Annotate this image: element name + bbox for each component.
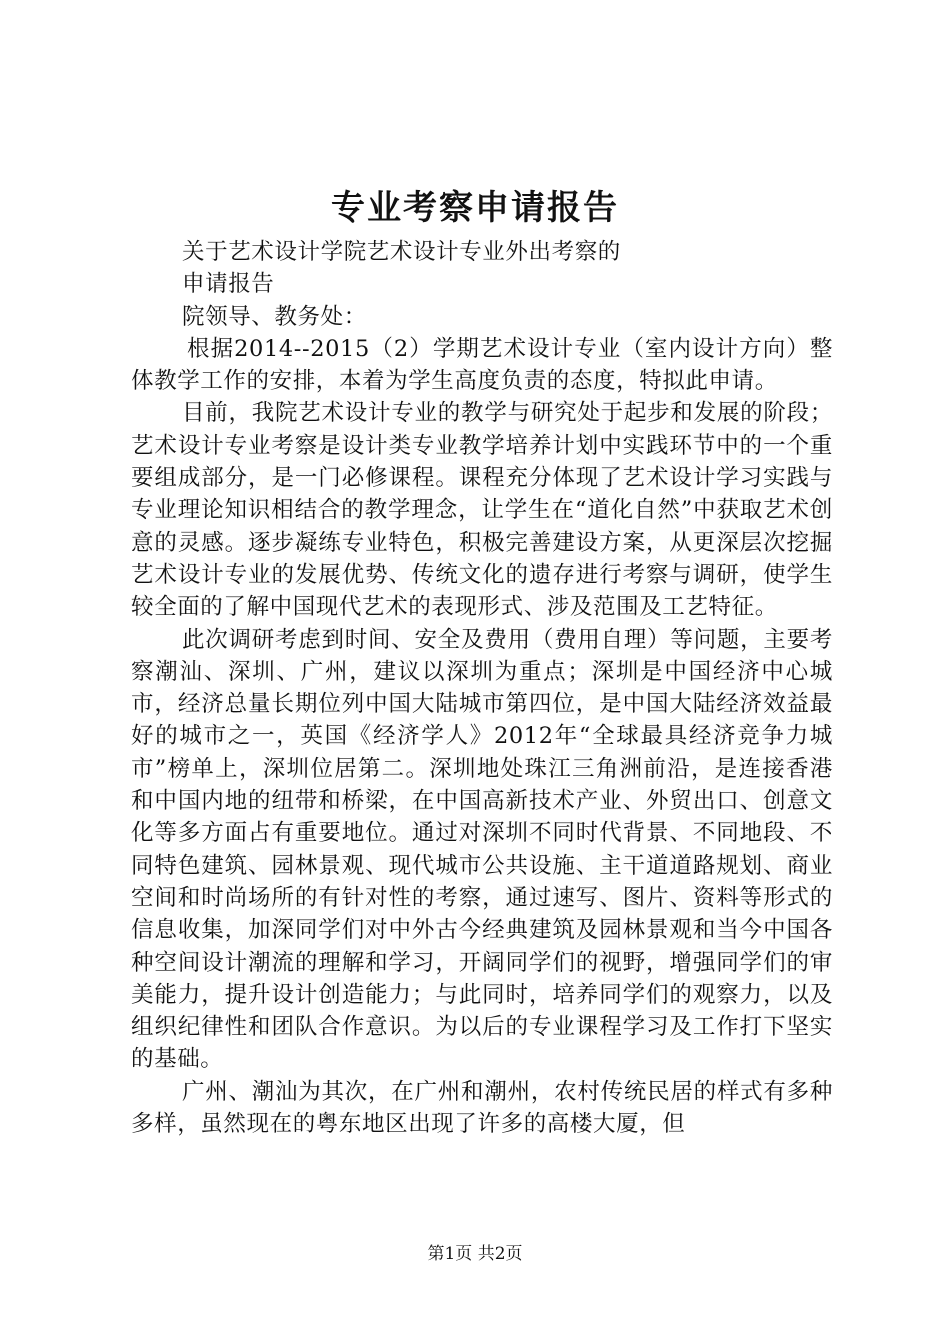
paragraph-1: 根据2014--2015（2）学期艺术设计专业（室内设计方向）整体教学工作的安排，本着为学生高度负责的态度，特拟此申请。	[131, 335, 833, 395]
salutation: 院领导、教务处：	[182, 303, 367, 330]
paragraph-2: 目前，我院艺术设计专业的教学与研究处于起步和发展的阶段；艺术设计专业考察是设计类专业教学培养计划中实践环节中的一个重要组成部分，是一门必修课程。课程充分体现了艺术设计学习实践与专业理论知识相结合的教学理念，让学生在“道化自然”中获取艺术创意的灵感。逐步凝练专业特色，积极完善建设方案，从更深层次挖掘艺术设计专业的发展优势、传统文化的遗存进行考察与调研，使学生较全面的了解中国现代艺术的表现形式、涉及范围及工艺特征。	[131, 400, 833, 621]
paragraph-4: 广州、潮汕为其次，在广州和潮州，农村传统民居的样式有多种多样，虽然现在的粤东地区出现了许多的高楼大厦，但	[131, 1078, 833, 1138]
paragraph-3: 此次调研考虑到时间、安全及费用（费用自理）等问题，主要考察潮汕、深圳、广州，建议以深圳为重点；深圳是中国经济中心城市，经济总量长期位列中国大陆城市第四位，是中国大陆经济效益最好的城市之一，英国《经济学人》2012年“全球最具经济竞争力城市”榜单上，深圳位居第二。深圳地处珠江三角洲前沿，是连接香港和中国内地的纽带和桥梁，在中国高新技术产业、外贸出口、创意文化等多方面占有重要地位。通过对深圳不同时代背景、不同地段、不同特色建筑、园林景观、现代城市公共设施、主干道道路规划、商业空间和时尚场所的有针对性的考察，通过速写、图片、资料等形式的信息收集，加深同学们对中外古今经典建筑及园林景观和当今中国各种空间设计潮流的理解和学习，开阔同学们的视野，增强同学们的审美能力，提升设计创造能力；与此同时，培养同学们的观察力，以及组织纪律性和团队合作意识。为以后的专业课程学习及工作打下坚实的基础。	[131, 626, 833, 1073]
subtitle-line-2: 申请报告	[182, 271, 275, 298]
subtitle-line-1: 关于艺术设计学院艺术设计专业外出考察的	[182, 239, 621, 265]
document-title: 专业考察申请报告	[331, 188, 619, 228]
page-footer: 第1页 共2页	[427, 1244, 523, 1264]
document-body	[131, 236, 833, 1140]
